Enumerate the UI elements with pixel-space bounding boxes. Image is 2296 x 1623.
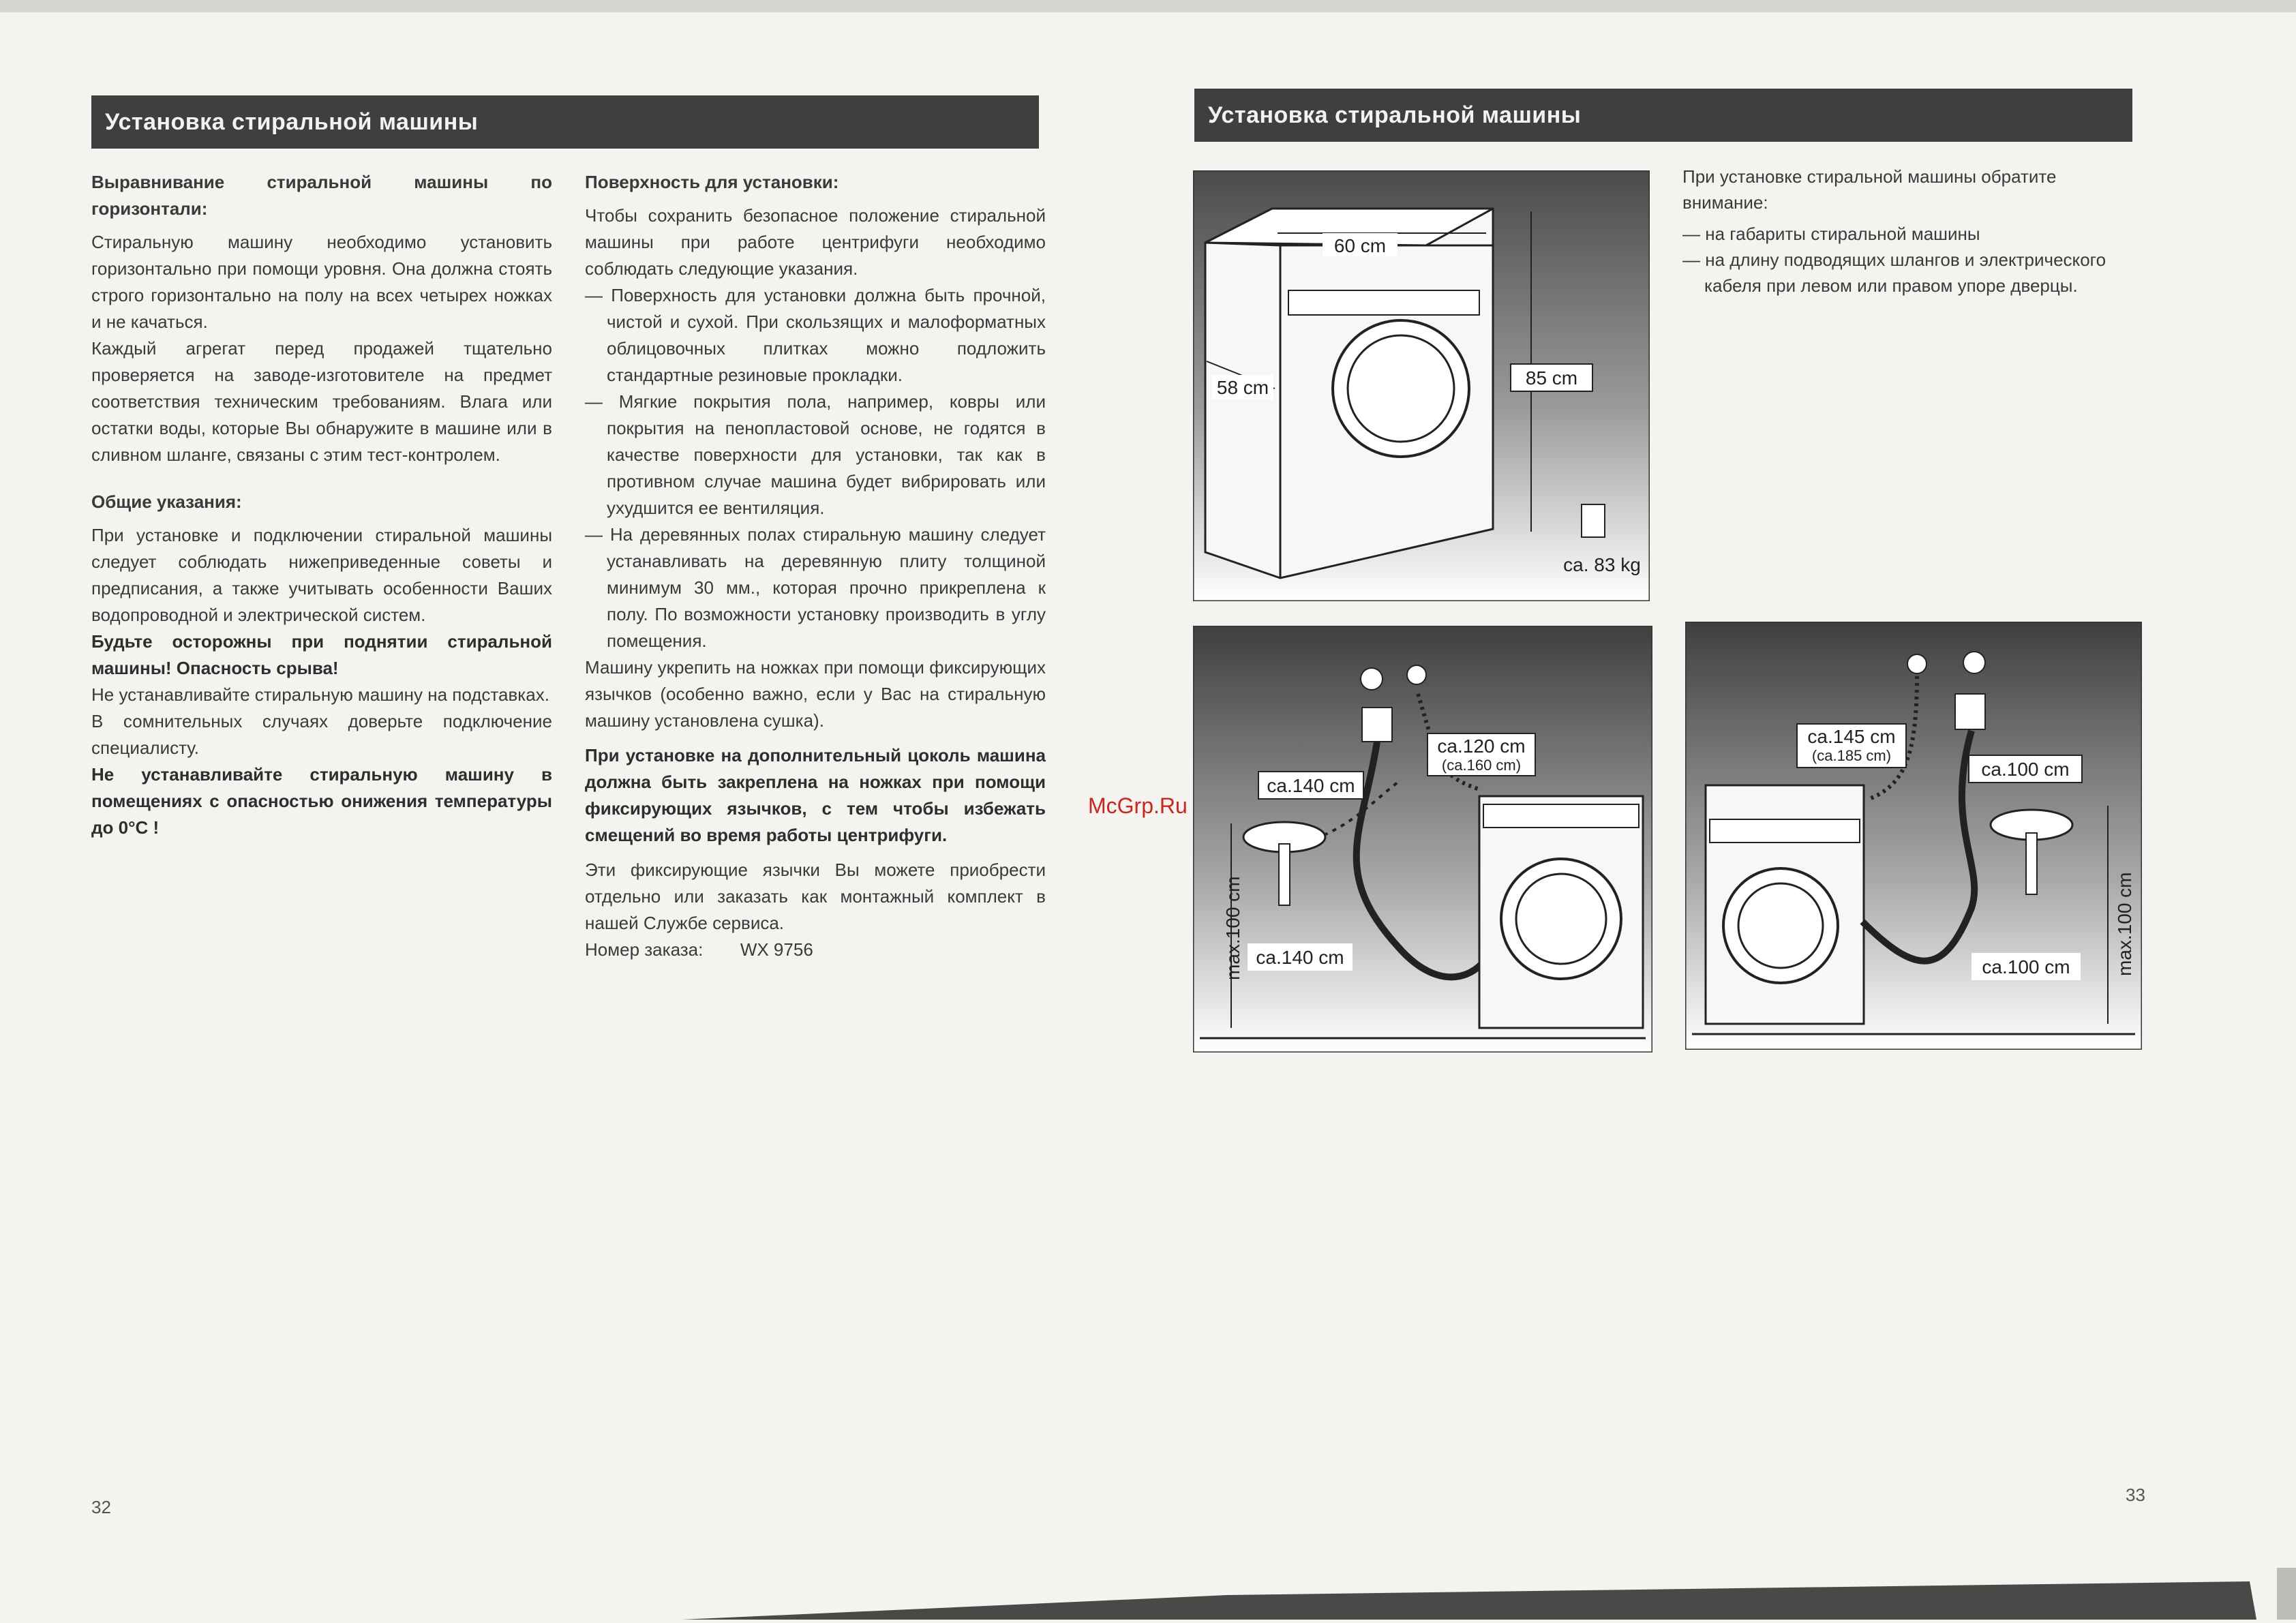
heading-leveling: Выравнивание стиральной машины по горизонтали:: [91, 172, 552, 219]
watermark: McGrp.Ru: [1088, 793, 1188, 818]
paragraph: Не устанавливайте стиральную машину на подставках.: [91, 684, 549, 705]
label-width: 60 cm: [1333, 235, 1387, 256]
paragraph: При установке стиральной машины обратите внимание:: [1682, 166, 2057, 213]
warning-text: При установке на дополнительный цоколь машина должна быть закреплена на ножках при помощи фиксирующих язычков, с тем чтобы избежать смещений во время работы центрифуги.: [585, 745, 1046, 845]
label-top-hose: ca.145 cm: [1807, 726, 1896, 747]
paragraph: Машину укрепить на ножках при помощи фиксирующих язычков (особенно важно, если у Вас на стиральную машину установлена сушка).: [585, 657, 1046, 731]
paragraph: В сомнительных случаях доверьте подключение специалисту.: [91, 711, 552, 758]
label-top-hose-alt: (ca.160 cm): [1441, 757, 1522, 774]
list-item: — Поверхность для установки должна быть прочной, чистой и сухой. При скользящих и малоформатных облицовочных плитках можно подложить стандартные резиновые прокладки.: [585, 285, 1046, 385]
label-top-hose: ca.120 cm: [1437, 735, 1526, 757]
paragraph: Чтобы сохранить безопасное положение стиральной машины при работе центрифуги необходимо соблюдать следующие указания.: [585, 205, 1046, 279]
right-page-header: Установка стиральной машины: [1194, 89, 2132, 142]
order-label: Номер заказа:: [585, 939, 704, 960]
label-top-hose-alt: (ca.185 cm): [1811, 747, 1892, 764]
figure-hoses-left: [1193, 626, 1652, 1052]
order-value: WX 9756: [740, 939, 813, 960]
socket-icon: [1407, 665, 1426, 684]
label-max-height: max.100 cm: [1222, 876, 1243, 980]
scan-top-edge: [0, 0, 2296, 12]
label-bottom-hose: ca.100 cm: [1982, 956, 2070, 977]
paragraph: Эти фиксирующие язычки Вы можете приобрести отдельно или заказать как монтажный комплект в нашей Службе сервиса.: [585, 860, 1046, 933]
tap-icon: [1963, 652, 1985, 673]
paragraph: При установке и подключении стиральной машины следует соблюдать нижеприведенные советы и предписания, а также учитывать особенности Ваших водопроводной и электрической систем.: [91, 525, 552, 625]
label-weight: ca. 83 kg: [1563, 554, 1641, 575]
list-item: — на габариты стиральной машины: [1682, 224, 1980, 244]
heading-surface: Поверхность для установки:: [585, 172, 839, 192]
scan-bottom-edge: [0, 1568, 2296, 1620]
weight-icon: [1582, 504, 1605, 537]
figure-dimensions: [1193, 170, 1650, 601]
order-number: [585, 937, 1046, 963]
connector-box: [1362, 708, 1392, 742]
left-column-1: [91, 169, 552, 841]
paragraph: Каждый агрегат перед продажей тщательно проверяется на заводе-изготовителе на предмет соответствия техническим требованиям. Влага или остатки воды, которые Вы обнаружите в машине или в сливном шланге, связаны с этим тест-контролем.: [91, 338, 552, 465]
label-max-height: max.100 cm: [2114, 872, 2135, 976]
label-left-hose: ca.140 cm: [1267, 775, 1355, 796]
socket-icon: [1907, 654, 1927, 673]
label-right-hose: ca.100 cm: [1981, 759, 2070, 780]
heading-general: Общие указания:: [91, 491, 242, 512]
label-depth: 58 cm: [1216, 377, 1269, 398]
warning-text: Не устанавливайте стиральную машину в помещениях с опасностью онижения температуры до 0°С !: [91, 764, 552, 838]
figure-hoses-right: [1685, 622, 2142, 1050]
page-number-right: 33: [2126, 1485, 2145, 1505]
page-number-left: 32: [91, 1497, 111, 1517]
left-page-header: Установка стиральной машины: [91, 95, 1039, 149]
list-item: — На деревянных полах стиральную машину следует устанавливать на деревянную плиту толщиной минимум 30 мм., которая прочно прикреплена к полу. По возможности установку производить в углу помещения.: [585, 524, 1046, 651]
label-height: 85 cm: [1525, 367, 1578, 389]
right-text: [1682, 164, 2146, 299]
tap-icon: [1361, 668, 1383, 690]
warning-text: Будьте осторожны при поднятии стиральной машины! Опасность срыва!: [91, 631, 552, 678]
list-item: — на длину подводящих шлангов и электрического кабеля при левом или правом упоре дверцы.: [1682, 249, 2106, 296]
left-column-2: [585, 169, 1046, 963]
connector-box: [1955, 694, 1985, 729]
paragraph: Стиральную машину необходимо установить горизонтально при помощи уровня. Она должна стоять строго горизонтально на полу на всех четырех ножках и не качаться.: [91, 232, 552, 332]
label-bottom-hose: ca.140 cm: [1256, 947, 1344, 968]
list-item: — Мягкие покрытия пола, например, ковры или покрытия на пенопластовой основе, не годятся в качестве поверхности для установки, так как в противном случае машина будет вибрировать или ухудшится ее вентиляция.: [585, 391, 1046, 518]
